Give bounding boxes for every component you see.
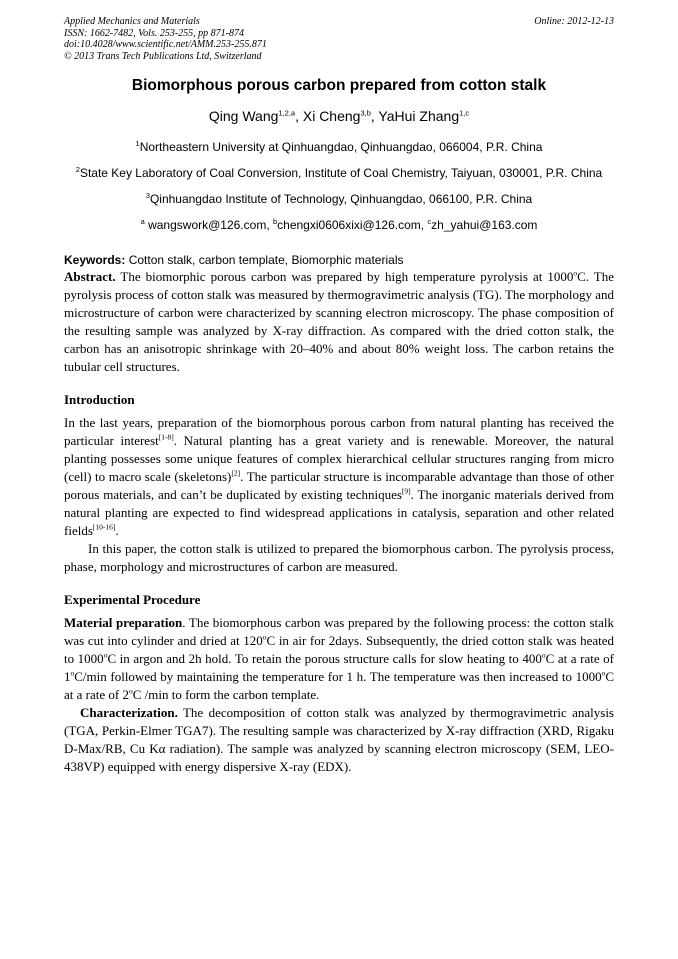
author-list xyxy=(64,107,614,125)
characterization-paragraph xyxy=(64,704,614,776)
introduction-paragraph-1 xyxy=(64,414,614,540)
affiliation-mark: 2 xyxy=(75,165,80,174)
body-text: . The biomorphous carbon was prepared by the following process: the cotton stalk was cut into cylinder and dried at 120 xyxy=(64,615,614,648)
online-date: Online: 2012-12-13 xyxy=(534,16,614,27)
body-text: . xyxy=(115,523,119,538)
citation-ref: [1-8] xyxy=(158,432,174,442)
journal-masthead xyxy=(64,0,614,62)
citation-ref: [9] xyxy=(401,486,411,496)
degree-mark: o xyxy=(601,668,606,678)
affiliation-text: State Key Laboratory of Coal Conversion, Institute of Coal Chemistry, Taiyuan, 030001, P.R. China xyxy=(79,166,603,180)
material-preparation-paragraph xyxy=(64,614,614,704)
author-name: YaHui Zhang xyxy=(378,108,460,124)
body-text: C at a rate of 1 xyxy=(64,651,614,684)
body-text: C at a rate of 2 xyxy=(64,669,614,702)
affiliation-text: Northeastern University at Qinhuangdao, Qinhuangdao, 066004, P.R. China xyxy=(139,140,543,154)
keywords-label: Keywords: xyxy=(64,253,126,267)
citation-ref: [2] xyxy=(231,468,241,478)
email-a[interactable]: wangswork@126.com, xyxy=(144,218,273,232)
degree-mark: o xyxy=(541,650,546,660)
affiliation-3 xyxy=(64,191,614,208)
issn-line: ISSN: 1662-7482, Vols. 253-255, pp 871-874 xyxy=(64,27,244,39)
email-b[interactable]: chengxi0606xixi@126.com, xyxy=(277,218,428,232)
abstract xyxy=(64,268,614,376)
journal-name: Applied Mechanics and Materials xyxy=(64,16,200,27)
experimental-heading: Experimental Procedure xyxy=(64,592,201,607)
author-name: Qing Wang xyxy=(208,108,279,124)
affiliation-1 xyxy=(64,139,614,156)
abstract-label: Abstract. xyxy=(64,269,116,284)
material-preparation-label: Material preparation xyxy=(64,615,183,630)
body-text: In the last years, preparation of the biomorphous porous carbon from natural planting has received the particular interest xyxy=(64,415,614,448)
body-text: . The inorganic materials derived from natural planting are expected to find widespread applications in catalysis, separation and other related fields xyxy=(64,487,614,538)
abstract-text: C. The pyrolysis process of cotton stalk was measured by thermogravimetric analysis (TG). The morphology and microstructure of carbon were characterized by scanning electron microscopy. The phase composition of the resulting sample was analyzed by X-ray diffraction. As compared with the dried cotton stalk, the carbon has an anisotropic shrinkage with 20–40% and about 80% weight loss. The carbon retains the tubular cell structures. xyxy=(64,269,614,374)
author-affiliation-mark: 3,b xyxy=(360,108,371,118)
affiliation-text: Qinhuangdao Institute of Technology, Qinhuangdao, 066100, P.R. China xyxy=(149,192,533,206)
degree-mark: o xyxy=(128,686,133,696)
email-mark: c xyxy=(427,217,432,226)
body-text: . The particular structure is incomparable advantage than those of other porous materials, and can’t be duplicated by existing techniques xyxy=(64,469,614,502)
degree-mark: o xyxy=(70,668,75,678)
author-affiliation-mark: 1,c xyxy=(459,108,470,118)
affiliation-mark: 1 xyxy=(135,139,140,148)
email-mark: b xyxy=(272,217,278,226)
citation-ref: [10-16] xyxy=(92,522,116,532)
email-mark: a xyxy=(140,217,145,226)
author-emails xyxy=(64,217,614,234)
degree-mark: o xyxy=(103,650,108,660)
degree-mark: o xyxy=(573,268,578,278)
introduction-heading: Introduction xyxy=(64,392,135,407)
paper-title: Biomorphous porous carbon prepared from cotton stalk xyxy=(131,77,547,94)
keywords-text: Cotton stalk, carbon template, Biomorphic materials xyxy=(125,253,404,267)
characterization-label: Characterization. xyxy=(80,705,178,720)
introduction-paragraph-2: In this paper, the cotton stalk is utilized to prepared the biomorphous carbon. The pyrolysis process, phase, morphology and microstructures of carbon are measured. xyxy=(64,541,614,574)
body-text: C /min to form the carbon template. xyxy=(132,687,320,702)
body-text: C/min followed by maintaining the temperature for 1 h. The temperature was then increased to 1000 xyxy=(74,669,602,684)
body-text: The decomposition of cotton stalk was analyzed by thermogravimetric analysis (TGA, Perkin-Elmer TGA7). The resulting sample was characterized by X-ray diffraction (XRD, Rigaku D-Max/RB, Cu Kα radiation). The sample was analyzed by scanning electron microscopy (SEM, LEO-438VP) equipped with energy dispersive X-ray (EDX). xyxy=(64,705,614,774)
keywords xyxy=(64,252,614,268)
degree-mark: o xyxy=(262,632,267,642)
affiliation-mark: 3 xyxy=(145,191,150,200)
doi-line: doi:10.4028/www.scientific.net/AMM.253-255.871 xyxy=(64,39,267,50)
abstract-text: The biomorphic porous carbon was prepared by high temperature pyrolysis at 1000 xyxy=(115,269,574,284)
email-c[interactable]: zh_yahui@163.com xyxy=(431,218,538,232)
author-separator: , xyxy=(370,108,379,124)
body-text: C in air for 2days. Subsequently, the dried cotton stalk was heated to 1000 xyxy=(64,633,615,666)
affiliation-2 xyxy=(64,165,614,182)
copyright-line: © 2013 Trans Tech Publications Ltd, Switzerland xyxy=(64,50,262,62)
author-separator: , xyxy=(295,108,303,124)
body-text: C in argon and 2h hold. To retain the porous structure calls for slow heating to 400 xyxy=(107,651,542,666)
author-name: Xi Cheng xyxy=(302,108,361,124)
body-text: . Natural planting has a great variety and is renewable. Moreover, the natural planting possesses some unique features of complex hierarchical cellular structures ranging from micro (cell) to macro scale (skeletons) xyxy=(64,433,614,484)
author-affiliation-mark: 1,2,a xyxy=(278,108,296,118)
